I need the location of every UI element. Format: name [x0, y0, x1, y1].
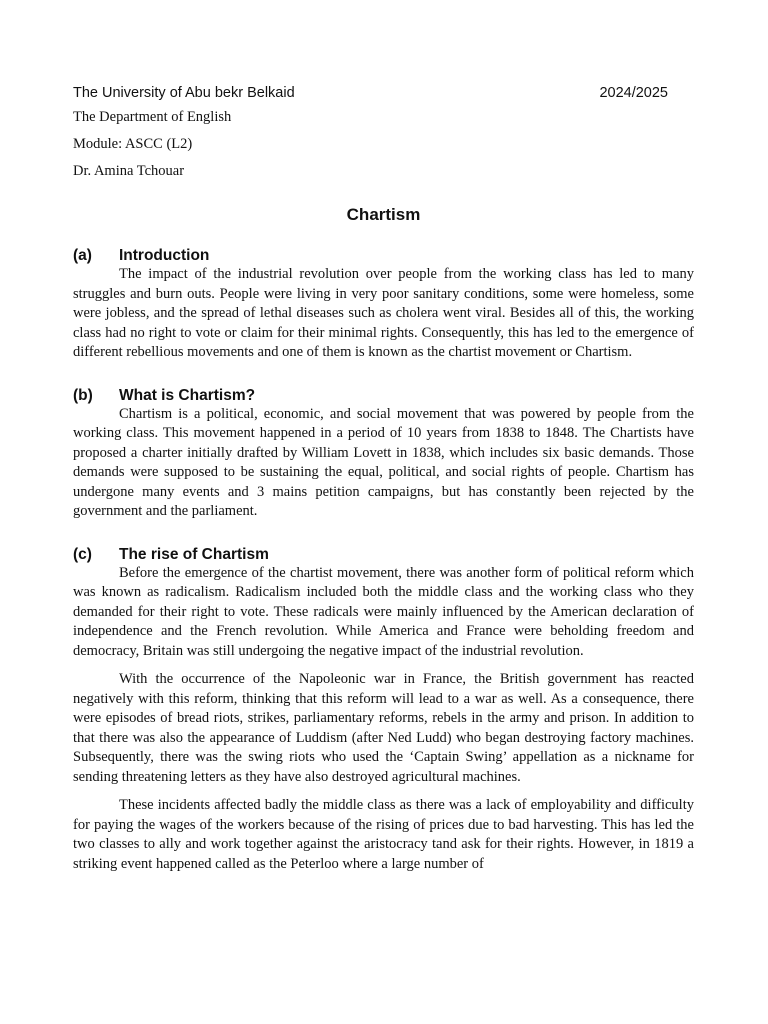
- paragraph: Chartism is a political, economic, and social movement that was powered by people from the working class. This movement happened in a period of 10 years from 1838 to 1848. The Chartists have proposed a charter initially drafted by William Lovett in 1838, which includes six basic demands. Those demands were supposed to be sustaining the equal, political, and social rights of people. Chartism has undergone many events and 3 mains petition campaigns, but has constantly been rejected by the government and the parliament.: [73, 405, 694, 519]
- section-heading-rise-of-chartism: [73, 545, 694, 564]
- header-row: [73, 84, 694, 102]
- section-letter: (c): [73, 545, 92, 563]
- section-title: The rise of Chartism: [119, 545, 269, 563]
- module-line: Module: ASCC (L2): [73, 136, 193, 152]
- section-heading-introduction: [73, 246, 694, 265]
- academic-year: 2024/2025: [599, 85, 668, 101]
- section-title: Introduction: [119, 247, 210, 264]
- section-letter: (a): [73, 247, 92, 264]
- paragraph: With the occurrence of the Napoleonic war in France, the British government has reacted negatively with this reform, thinking that this reform will lead to a war as well. As a consequence, there were episodes of bread riots, strikes, parliamentary reforms, rebels in the army and prison. In addition to that there was also the appearance of Luddism (after Ned Ludd) who began destroying factory machines. Subsequently, there was the swing riots who used the ‘Captain Swing’ appellation as a nickname for sending threatening letters as they have also destroyed agricultural machines.: [73, 671, 694, 785]
- department-line: The Department of English: [73, 109, 232, 125]
- paragraph: The impact of the industrial revolution over people from the working class has led to many struggles and burn outs. People were living in very poor sanitary conditions, some were homeless, some were jobless, and the spread of lethal diseases such as cholera went viral. Besides all of this, the working class had no right to vote or claim for their minimal rights. Consequently, this has led to the emergence of different rebellious movements and one of them is known as the chartist movement or Chartism.: [73, 266, 694, 360]
- paragraph: These incidents affected badly the middle class as there was a lack of employability and difficulty for paying the wages of the workers because of the rising of prices due to bad harvesting. This has led the two classes to ally and work together against the aristocracy tand ask for their rights. However, in 1819 a striking event happened called as the Peterloo where a large number of: [73, 797, 694, 872]
- section-letter: (b): [73, 386, 93, 404]
- document-title: Chartism: [346, 205, 421, 224]
- section-heading-what-is-chartism: [73, 386, 694, 405]
- paragraph: Before the emergence of the chartist movement, there was another form of political reform which was known as radicalism. Radicalism included both the middle class and the working class who they demanded for their right to vote. These radicals were mainly influenced by the American declaration of independence and the French revolution. While America and France were beholding freedom and democracy, Britain was still undergoing the negative impact of the industrial revolution.: [73, 564, 694, 659]
- university-name: The University of Abu bekr Belkaid: [73, 85, 295, 101]
- lecturer-line: Dr. Amina Tchouar: [73, 163, 185, 179]
- document-page: [73, 84, 694, 874]
- section-title: What is Chartism?: [119, 386, 256, 404]
